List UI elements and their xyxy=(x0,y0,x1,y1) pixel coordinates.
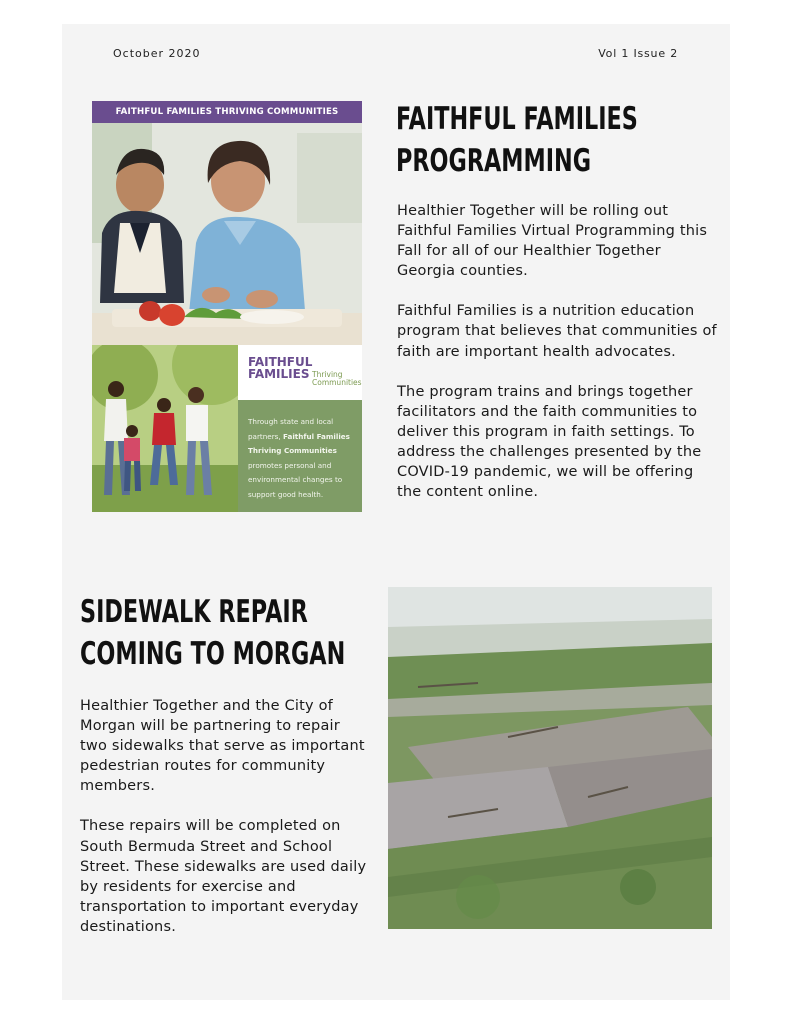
mother-son-cooking-photo xyxy=(92,123,362,345)
flyer-description-pre: Through state and local partners, xyxy=(248,417,334,441)
section1-body xyxy=(397,201,719,522)
logo-text-families: FAMILIES xyxy=(248,367,310,381)
section1-paragraph: Healthier Together will be rolling out Faithful Families Virtual Programming this Fall for all of our Healthier Together Georgia counties. xyxy=(397,203,708,280)
section1-title xyxy=(396,98,638,182)
section2-paragraph: Healthier Together and the City of Morgan will be partnering to repair two sidewalks that serve as important pedestrian routes for community members. xyxy=(80,698,365,795)
logo-text-faithful: FAITHFUL xyxy=(248,355,313,369)
flyer-banner: FAITHFUL FAMILIES THRIVING COMMUNITIES xyxy=(92,101,362,123)
logo-text-communities: Communities xyxy=(312,378,362,387)
flyer-description-post: promotes personal and environmental changes to support good health. xyxy=(248,460,343,499)
logo-text-thriving: Thriving xyxy=(312,370,343,379)
damaged-sidewalk-photo xyxy=(388,587,712,929)
faithful-families-logo xyxy=(238,345,362,400)
section1-paragraph: Faithful Families is a nutrition education program that believes that communities of faith are important health advocates. xyxy=(397,303,717,360)
section1-paragraph: The program trains and brings together facilitators and the faith communities to deliver this program in faith settings. To address the challenges presented by the COVID-19 pandemic, we will be offering the content online. xyxy=(397,383,702,501)
issue-date: October 2020 xyxy=(113,47,201,60)
section1-title-line2: PROGRAMMING xyxy=(396,143,592,179)
section2-title xyxy=(80,591,345,675)
section2-title-line1: SIDEWALK REPAIR xyxy=(80,594,308,630)
faithful-families-flyer-image xyxy=(92,101,362,512)
flyer-description xyxy=(238,400,362,512)
section1-title-line1: FAITHFUL FAMILIES xyxy=(396,101,638,137)
section2-body xyxy=(80,696,370,957)
section2-title-line2: COMING TO MORGAN xyxy=(80,636,346,672)
issue-number: Vol 1 Issue 2 xyxy=(598,47,678,60)
family-running-photo xyxy=(92,345,238,512)
flyer-description-bold: Faithful Families Thriving Communities xyxy=(248,431,350,455)
section2-paragraph: These repairs will be completed on South Bermuda Street and School Street. These sidewalks are used daily by residents for exercise and transportation to important everyday destinations. xyxy=(80,818,367,935)
